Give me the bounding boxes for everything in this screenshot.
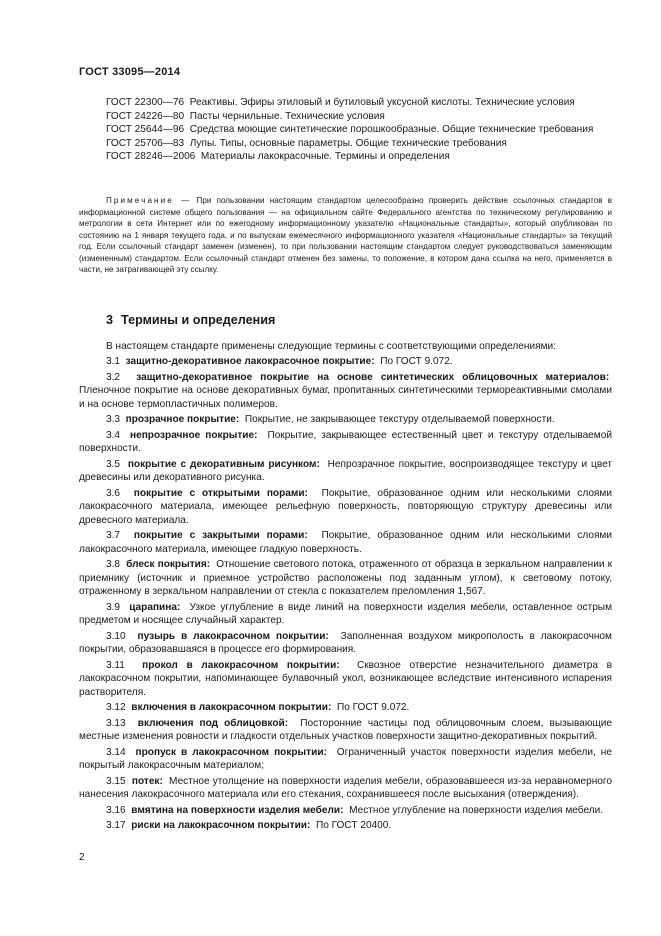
term-item: 3.12 включения в лакокрасочном покрытии: По ГОСТ 9.072. xyxy=(106,702,410,714)
page-number: 2 xyxy=(79,852,85,863)
note-text: При пользовании настоящим стандартом целесообразно проверить действие ссылочных стандартов в информационной системе общего пользования — на официальном сайте Федерального агентства по техническому регулированию и метрологии в сети Интернет или по ежегодному информационному указателю «Национальные стандарты», который опубликован по состоянию на 1 января текущего года, и по выпускам ежемесячного информационного указателя «Национальные стандарты» за текущий год. Если ссылочный стандарт заменен (изменен), то при пользовании настоящим стандартом следует руководствоваться заменяющим (измененным) стандартом. Если ссылочный стандарт отменен без замены, то положение, в котором дана ссылка на него, применяется в части, не затрагивающей эту ссылку. xyxy=(79,196,612,274)
section-title: Термины и определения xyxy=(121,313,276,327)
document-header: ГОСТ 33095—2014 xyxy=(79,66,181,78)
term-item: 3.14 пропуск в лакокрасочном покрытии: Ограниченный участок поверхности изделия мебели, не покрытый лакокрасочным материалом; xyxy=(79,746,612,772)
term-item: 3.13 включения под облицовкой: Посторонние частицы под облицовочным слоем, вызывающие местные изменения ровности и гладкости отдельных участков поверхности защитно-декоративных покрытий. xyxy=(79,717,613,743)
section-number: 3 xyxy=(106,313,114,327)
term-item: 3.17 риски на лакокрасочном покрытии: По ГОСТ 20400. xyxy=(106,820,392,832)
term-item: 3.10 пузырь в лакокрасочном покрытии: Заполненная воздухом микрополость в лакокрасочном покрытии, образовавшаяся в процессе его формирования. xyxy=(79,630,612,656)
term-item: 3.11 прокол в лакокрасочном покрытии: Сквозное отверстие незначительного диаметра в лакокрасочном покрытии, напоминающее булавочный укол, возникающее вследствие интенсивного испарения растворителя. xyxy=(79,659,613,699)
intro-text: В настоящем стандарте применены следующие термины с соответствующими определениями: xyxy=(106,341,556,352)
section-heading xyxy=(106,313,275,327)
term-item: 3.9 царапина: Узкое углубление в виде линий на поверхности изделия мебели, оставленное острым предметом и носящее случайный характер. xyxy=(79,601,613,627)
note-block xyxy=(79,195,612,276)
term-item: 3.16 вмятина на поверхности изделия мебели: Местное углубление на поверхности изделия мебели. xyxy=(106,804,604,816)
term-item: 3.8 блеск покрытия: Отношение светового потока, отраженного от образца в зеркальном направлении к приемнику (источник и приемное устройство расположены под заданным углом), к световому потоку, отраженному в зеркальном направлении от стекла с показателем преломления 1,567. xyxy=(79,559,612,598)
note-label: Примечание — xyxy=(106,196,192,205)
term-item: 3.5 покрытие с декоративным рисунком: Непрозрачное покрытие, воспроизводящее текстуру и цвет древесины или декоративного рисунка. xyxy=(79,458,612,484)
reference-item: ГОСТ 24226—80 Пасты чернильные. Технические условия xyxy=(106,110,385,122)
reference-item: ГОСТ 25644—96 Средства моющие синтетические порошкообразные. Общие технические требования xyxy=(106,124,594,136)
term-item: 3.7 покрытие с закрытыми порами: Покрытие, образованное одним или несколькими слоями лакокрасочного материала, имеющее гладкую поверхность. xyxy=(79,530,612,555)
term-item: 3.15 потек: Местное утолщение на поверхности изделия мебели, образовавшееся из-за неравномерного нанесения лакокрасочного материала или его стекания, сохранившееся после высыхания (отверждения). xyxy=(79,775,612,801)
terms-body xyxy=(79,340,612,835)
reference-item: ГОСТ 25706—83 Лупы. Типы, основные параметры. Общие технические требования xyxy=(106,137,507,149)
term-item: 3.4 непрозрачное покрытие: Покрытие, закрывающее естественный цвет и текстуру отделываемой поверхности. xyxy=(79,429,612,455)
term-item: 3.2 защитно-декоративное покрытие на основе синтетических облицовочных материалов: Пленочное покрытие на основе декоративных бумаг, пропитанных синтетическими термореактивными смолами и на основе термопластичных полимеров. xyxy=(79,371,612,410)
term-item: 3.6 покрытие с открытыми порами: Покрытие, образованное одним или несколькими слоями лакокрасочного материала, имеющее рельефную поверхность, повторяющую структуру древесины или древесного материала. xyxy=(79,487,612,526)
term-item: 3.1 защитно-декоративное лакокрасочное покрытие: По ГОСТ 9.072. xyxy=(106,356,453,368)
normative-references xyxy=(79,96,612,164)
reference-item: ГОСТ 28246—2006 Материалы лакокрасочные. Термины и определения xyxy=(106,151,450,163)
term-item: 3.3 прозрачное покрытие: Покрытие, не закрывающее текстуру отделываемой поверхности. xyxy=(106,414,555,426)
reference-item: ГОСТ 22300—76 Реактивы. Эфиры этиловый и бутиловый уксусной кислоты. Технические условия xyxy=(106,97,575,108)
